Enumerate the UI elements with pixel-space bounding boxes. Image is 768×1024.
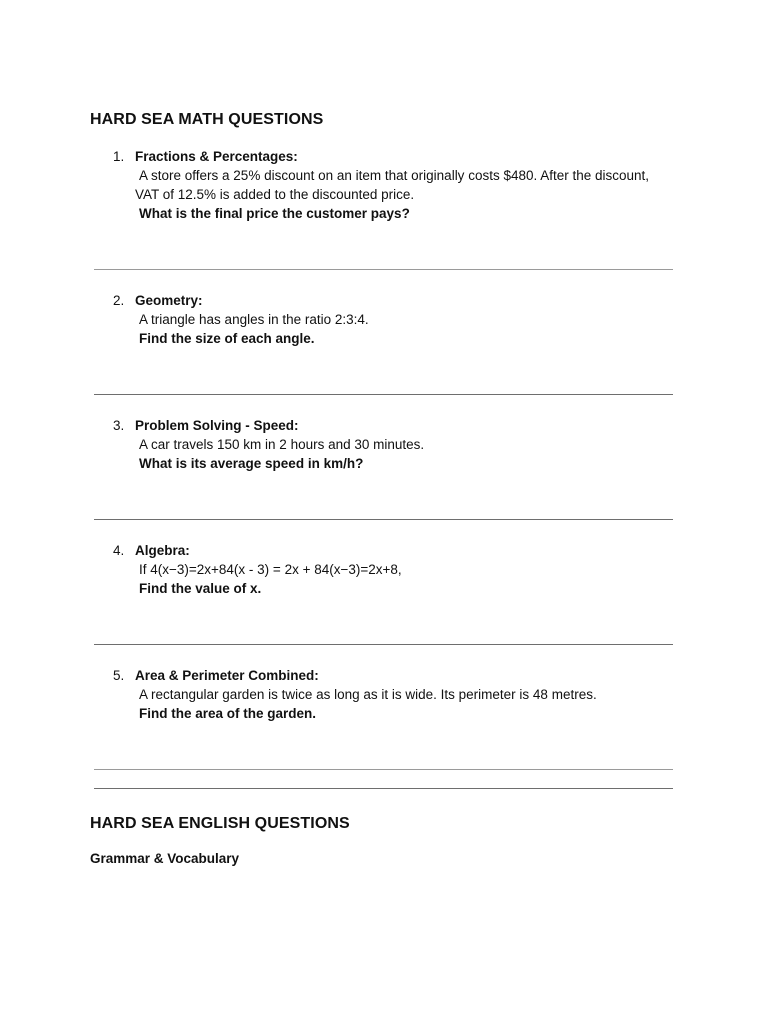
math-question-2 [113, 291, 673, 348]
question-number: 4. [113, 543, 125, 558]
question-topic: Geometry: [135, 293, 203, 308]
question-text: A triangle has angles in the ratio 2:3:4. [139, 312, 369, 327]
question-text: A car travels 150 km in 2 hours and 30 minutes. [139, 437, 425, 452]
question-number: 5. [113, 668, 125, 683]
question-topic: Algebra: [135, 543, 190, 558]
answer-line [94, 769, 673, 770]
question-number: 1. [113, 149, 125, 164]
question-prompt: What is the final price the customer pays? [139, 206, 410, 221]
answer-line [94, 269, 673, 270]
question-topic: Fractions & Percentages: [135, 149, 298, 164]
question-text: A rectangular garden is twice as long as it is wide. Its perimeter is 48 metres. [139, 687, 597, 702]
question-topic: Problem Solving - Speed: [135, 418, 299, 433]
question-text: A store offers a 25% discount on an item that originally costs $480. After the discount, VAT of 12.5% is added to the discounted price. [135, 168, 650, 202]
question-number: 2. [113, 293, 125, 308]
question-prompt: Find the area of the garden. [139, 706, 317, 721]
question-topic: Area & Perimeter Combined: [135, 668, 319, 683]
question-prompt: What is its average speed in km/h? [139, 456, 364, 471]
answer-line [94, 644, 673, 645]
english-section-title: HARD SEA ENGLISH QUESTIONS [90, 815, 350, 832]
answer-line [94, 394, 673, 395]
math-section-title: HARD SEA MATH QUESTIONS [90, 111, 324, 128]
math-question-3 [113, 416, 673, 473]
section-divider [94, 788, 673, 789]
question-prompt: Find the value of x. [139, 581, 262, 596]
english-subheading: Grammar & Vocabulary [90, 851, 240, 866]
question-prompt: Find the size of each angle. [139, 331, 315, 346]
question-text: If 4(x−3)=2x+84(x - 3) = 2x + 84(x−3)=2x+8, [139, 562, 402, 577]
answer-line [94, 519, 673, 520]
math-question-4 [113, 541, 673, 598]
question-number: 3. [113, 418, 125, 433]
math-question-1 [113, 147, 673, 223]
math-question-5 [113, 666, 673, 723]
